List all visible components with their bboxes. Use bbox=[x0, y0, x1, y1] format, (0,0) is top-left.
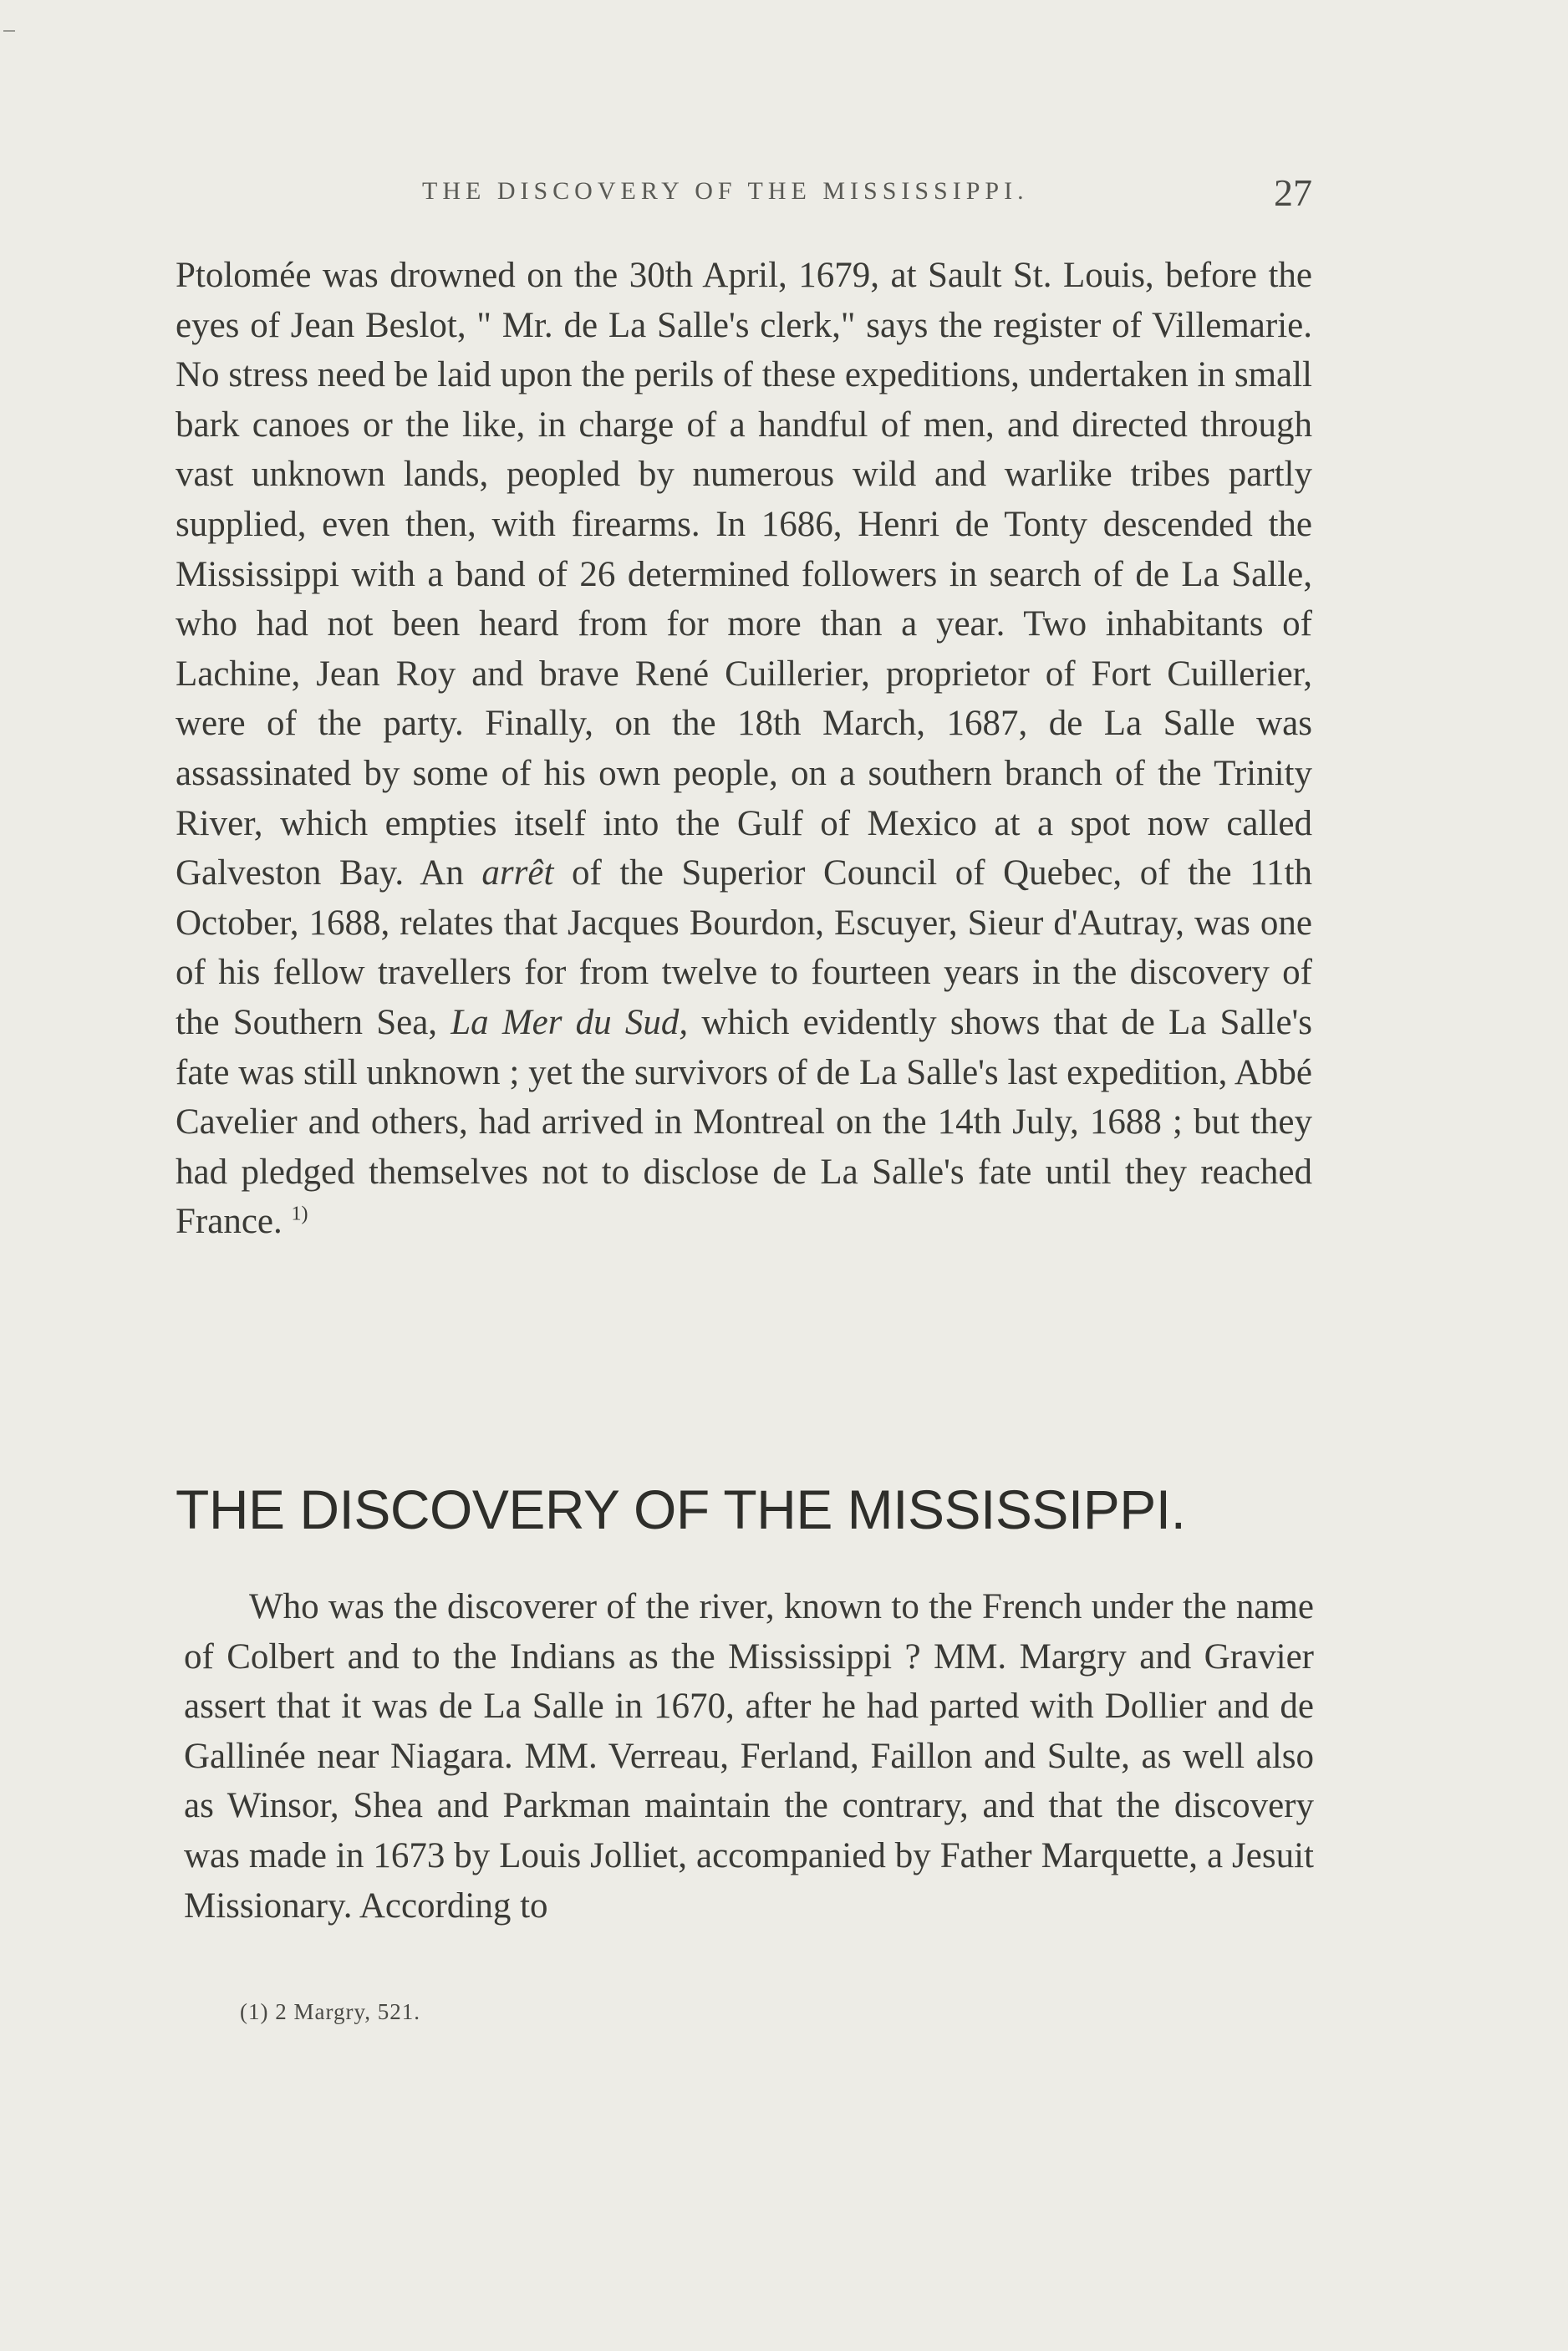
paragraph-continued bbox=[176, 251, 1312, 1247]
scan-mark bbox=[3, 30, 15, 32]
text-run: of the Superior Council of Quebec, of the 11th October, 1688, relates that Jacques Bourdon, Escuyer, Sieur d'Autray, was one of his fellow travellers for from twelve to fourteen years in the discovery of the Southern Sea, bbox=[176, 853, 1312, 1042]
section-body bbox=[184, 1582, 1314, 1931]
footnote: (1) 2 Margry, 521. bbox=[240, 1999, 420, 2024]
section-heading: THE DISCOVERY OF THE MISSISSIPPI. bbox=[176, 1478, 1186, 1540]
body-paragraph bbox=[176, 251, 1312, 1247]
text-run: which evidently shows that de La Salle's fate was still unknown ; yet the survivors of de La Salle's last expedition, Abbé Cavelier and others, had arrived in Montreal on the 14th July, 1688 ; but they had pledged themselves not to disclose de La Salle's fate until they reached France. bbox=[176, 1002, 1313, 1242]
italic-term: La Mer du Sud, bbox=[451, 1002, 689, 1042]
page-number: 27 bbox=[1274, 171, 1312, 214]
running-title: THE DISCOVERY OF THE MISSISSIPPI. bbox=[422, 177, 1029, 205]
footnote-reference: 1) bbox=[291, 1203, 308, 1225]
section-paragraph: Who was the discoverer of the river, known to the French under the name of Colbert and to the Indians as the Mississippi ? MM. Margry and Gravier assert that it was de La Salle in 1670, after he had parted with Dollier and de Gallinée near Niagara. MM. Verreau, Ferland, Faillon and Sulte, as well also as Winsor, Shea and Parkman maintain the contrary, and that the discovery was made in 1673 by Louis Jolliet, accompanied by Father Marquette, a Jesuit Missionary. According to bbox=[184, 1587, 1314, 1926]
running-head bbox=[176, 171, 1312, 219]
italic-term: arrêt bbox=[481, 853, 554, 893]
text-run: Ptolomée was drowned on the 30th April, 1679, at Sault St. Louis, before the eyes of Jean Beslot, " Mr. de La Salle's clerk," says the register of Villemarie. No stress need be laid upon the perils of these expeditions, undertaken in small bark canoes or the like, in charge of a handful of men, and directed through vast unknown lands, peopled by numerous wild and warlike tribes partly supplied, even then, with firearms. In 1686, Henri de Tonty descended the Mississippi with a band of 26 determined followers in search of de La Salle, who had not been heard from for more than a year. Two inhabitants of Lachine, Jean Roy and brave René Cuillerier, proprietor of Fort Cuillerier, were of the party. Finally, on the 18th March, 1687, de La Salle was assassinated by some of his own people, on a southern branch of the Trinity River, which empties itself into the Gulf of Mexico at a spot now called Galveston Bay. An bbox=[176, 256, 1312, 893]
